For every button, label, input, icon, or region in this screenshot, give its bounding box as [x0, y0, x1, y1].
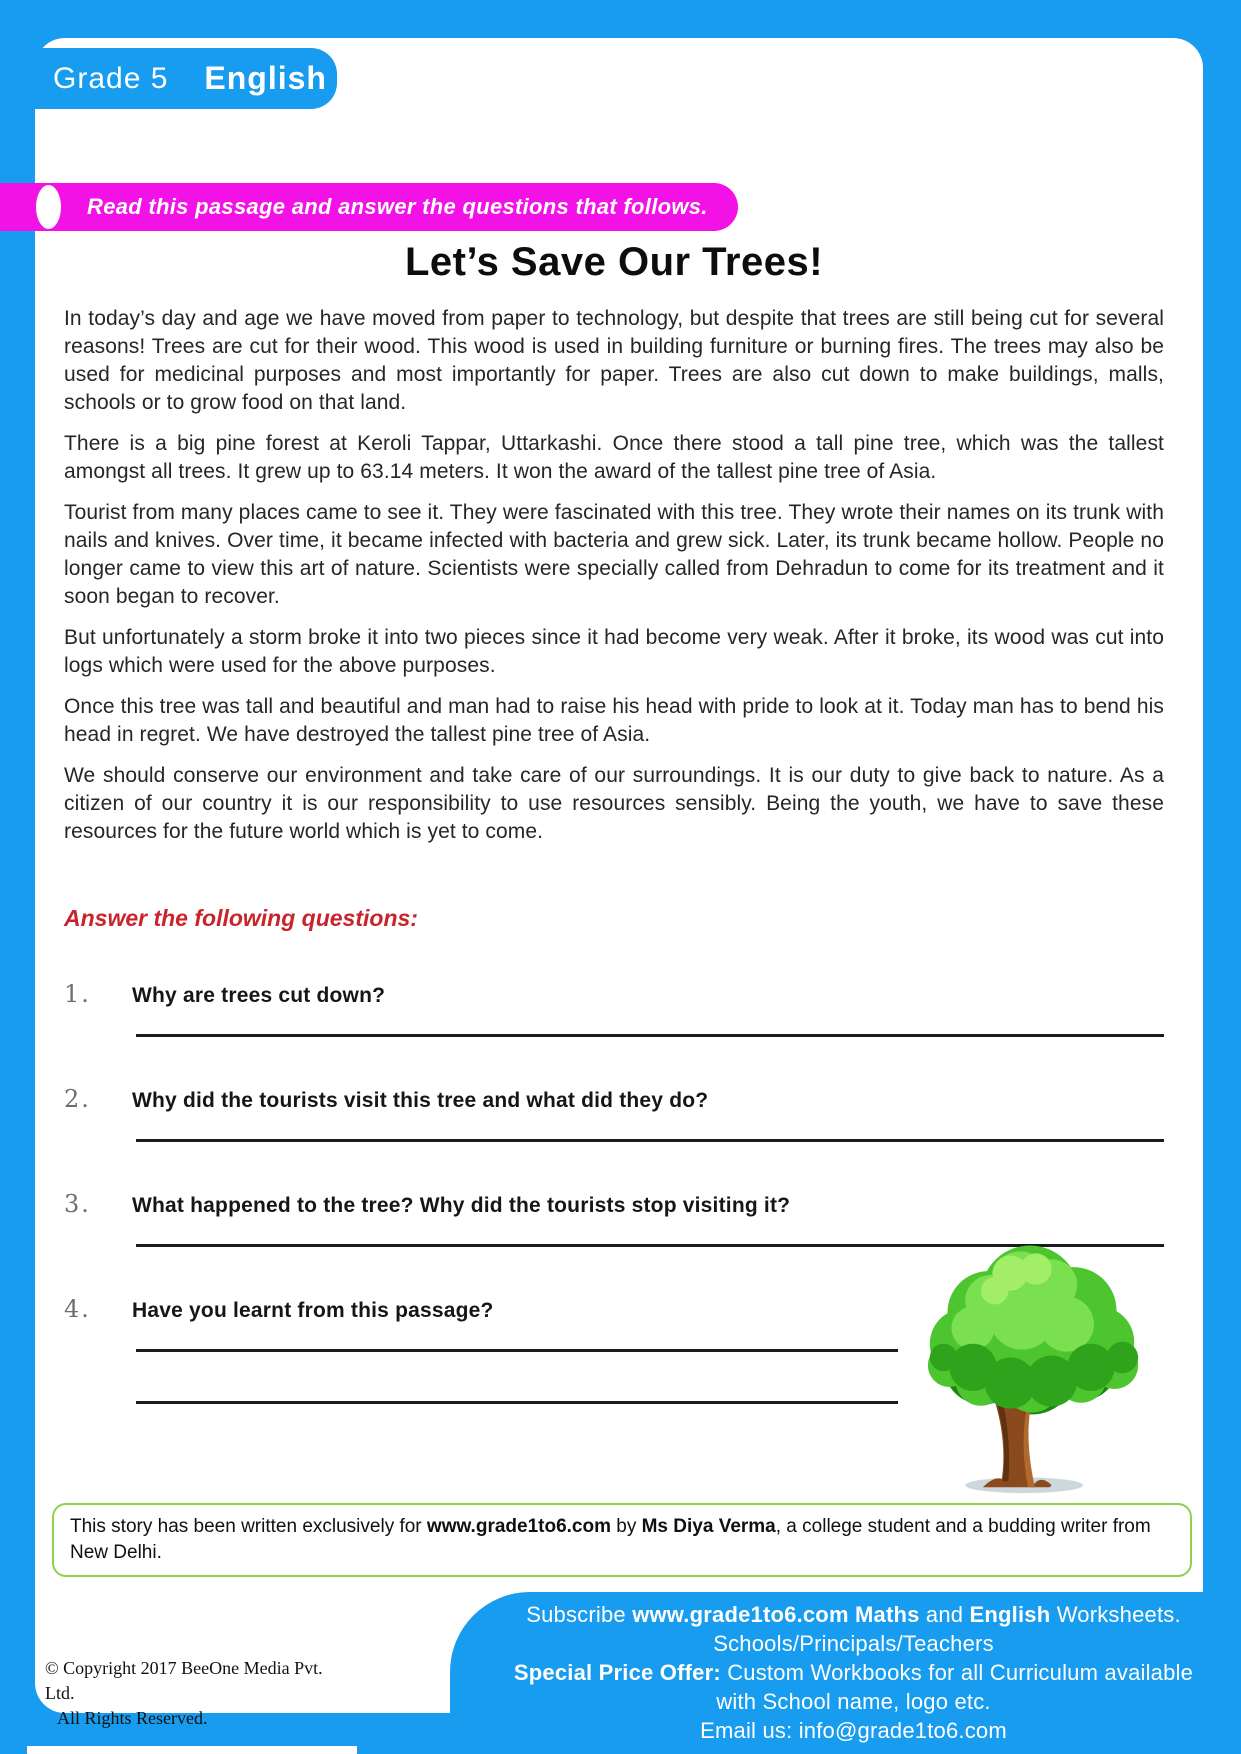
- passage-section: [64, 240, 1164, 859]
- subject-label: English: [204, 60, 327, 96]
- question-number: 3.: [64, 1190, 91, 1218]
- passage-paragraph: Once this tree was tall and beautiful and man had to raise his head with pride to look at it. Today man has to bend his head in regret. We have destroyed the tallest pine tree of Asia.: [64, 695, 1164, 746]
- footer-line-email: Email us: info@grade1to6.com: [700, 1718, 1007, 1743]
- question-item-2: [64, 1085, 1164, 1142]
- passage-paragraph: There is a big pine forest at Keroli Tappar, Uttarkashi. Once there stood a tall pine tree, which was the tallest amongst all trees. It grew up to 63.14 meters. It won the award of the tallest pine tree of Asia.: [64, 432, 1164, 483]
- question-number: 2.: [64, 1085, 91, 1113]
- answer-line-q1[interactable]: [136, 1034, 1164, 1037]
- footer-line-offer: Special Price Offer: Custom Workbooks for all Curriculum available: [513, 1660, 1194, 1685]
- copyright-text: [45, 1656, 345, 1731]
- footer-banner: [450, 1592, 1241, 1754]
- passage-title: Let’s Save Our Trees!: [404, 240, 824, 284]
- question-item-1: [64, 980, 1164, 1037]
- tree-illustration: [903, 1218, 1161, 1498]
- grade-subject-tab: [35, 48, 337, 109]
- footer-line-audience: Schools/Principals/Teachers: [713, 1631, 994, 1656]
- instruction-banner: [0, 183, 738, 231]
- instruction-text: Read this passage and answer the questions that follows.: [87, 194, 708, 219]
- passage-paragraph: But unfortunately a storm broke it into two pieces since it had become very weak. After it broke, its wood was cut into logs which were used for the above purposes.: [64, 626, 1164, 677]
- question-text: Why did the tourists visit this tree and what did they do?: [132, 1089, 709, 1112]
- attribution-note: [52, 1503, 1192, 1577]
- question-text: What happened to the tree? Why did the tourists stop visiting it?: [132, 1194, 791, 1217]
- question-text: Have you learnt from this passage?: [132, 1299, 494, 1322]
- grade-label: Grade 5: [53, 61, 169, 95]
- passage-paragraph: In today’s day and age we have moved from paper to technology, but despite that trees are still being cut for several reasons! Trees are cut for their wood. This wood is used in building furniture or burning fires. The trees may also be used for medicinal purposes and most importantly for paper. Trees are also cut down to make buildings, malls, schools or to grow food on that land.: [64, 307, 1164, 414]
- footer-line-subscribe: Subscribe www.grade1to6.com Maths and English Worksheets.: [526, 1602, 1181, 1627]
- question-number: 1.: [64, 980, 91, 1008]
- oval-bullet-icon: [36, 185, 61, 229]
- question-number: 4.: [64, 1295, 91, 1323]
- attribution-text: This story has been written exclusively for www.grade1to6.com by Ms Diya Verma, a college student and a budding writer from New Delhi.: [70, 1516, 1151, 1563]
- answer-line-q2[interactable]: [136, 1139, 1164, 1142]
- copyright-line-2: All Rights Reserved.: [57, 1708, 208, 1728]
- question-text: Why are trees cut down?: [132, 984, 386, 1007]
- answer-line-q4-b[interactable]: [136, 1401, 898, 1404]
- footer-line-customization: with School name, logo etc.: [716, 1689, 991, 1714]
- page-bottom-edge: [27, 1746, 357, 1754]
- passage-paragraph: Tourist from many places came to see it. They were fascinated with this tree. They wrote their names on its trunk with nails and knives. Over time, it became infected with bacteria and grew sick. Later, its trunk became hollow. People no longer came to view this art of nature. Scientists were specially called from Dehradun to come for its treatment and it soon began to recover.: [64, 501, 1164, 608]
- passage-paragraph: We should conserve our environment and take care of our surroundings. It is our duty to give back to nature. As a citizen of our country it is our responsibility to use resources sensibly. Being the youth, we have to save these resources for the future world which is yet to come.: [64, 764, 1164, 843]
- answer-line-q4-a[interactable]: [136, 1349, 898, 1352]
- copyright-line-1: © Copyright 2017 BeeOne Media Pvt. Ltd.: [45, 1658, 323, 1703]
- questions-heading: Answer the following questions:: [64, 905, 418, 931]
